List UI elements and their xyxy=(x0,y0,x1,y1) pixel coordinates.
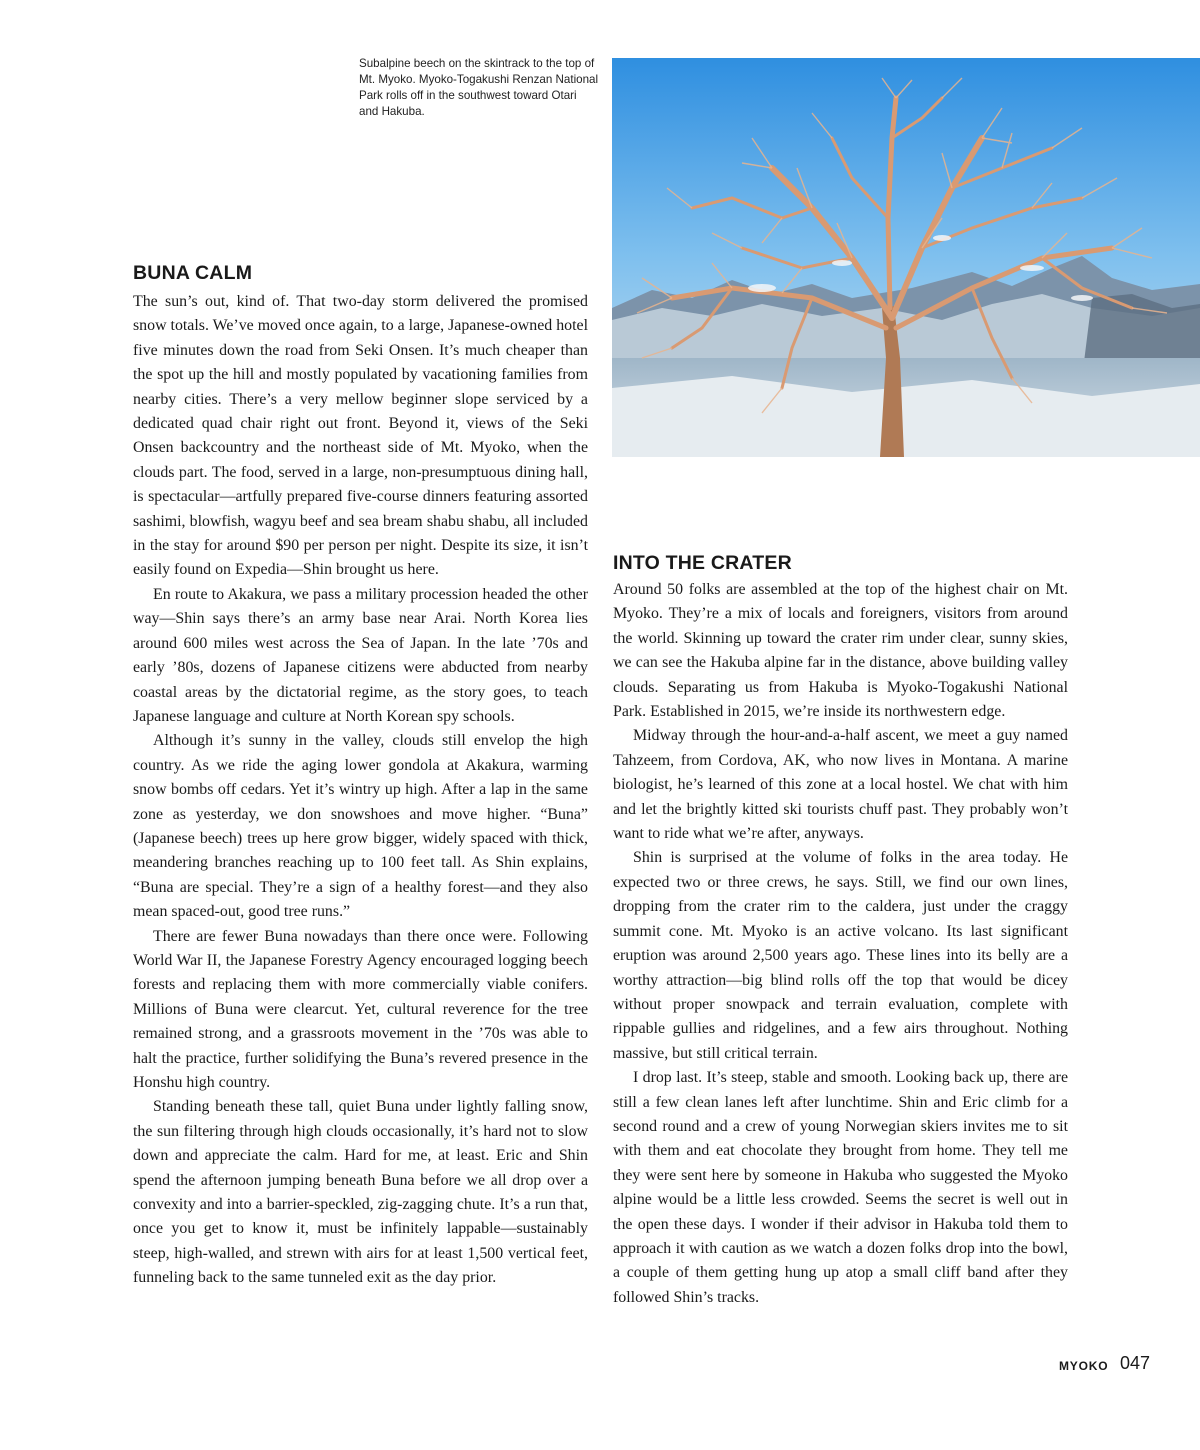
page-number: 047 xyxy=(1120,1353,1151,1373)
article-column-right xyxy=(613,578,1068,1310)
section-heading-into-the-crater: INTO THE CRATER xyxy=(613,552,792,574)
paragraph: Standing beneath these tall, quiet Buna under lightly falling snow, the sun filtering through high clouds occasionally, it’s hard not to slow down and appreciate the calm. Hard for me, at least. Eric and Shin spend the afternoon jumping beneath Buna before we all drop over a convexity and into a barrier-speckled, zig-zagging chute. It’s a run that, once you get to know it, must be infinitely lappable—sustainably steep, high-walled, and strewn with airs for at least 1,500 vertical feet, funneling back to the same tunneled exit as the day prior. xyxy=(133,1098,588,1287)
footer-section-label: MYOKO xyxy=(1059,1359,1109,1373)
paragraph: Midway through the hour-and-a-half ascent, we meet a guy named Tahzeem, from Cordova, AK, who now lives in Montana. A marine biologist, he’s learned of this zone at a local hostel. We chat with him and let the brightly kitted ski tourists chuff past. They probably won’t want to ride what we’re after, anyways. xyxy=(613,727,1068,843)
beech-tree-illustration xyxy=(612,58,1200,457)
paragraph: Shin is surprised at the volume of folks in the area today. He expected two or three crews, he says. Still, we find our own lines, dropping from the crater rim to the caldera, just under the craggy summit cone. Mt. Myoko is an active volcano. Its last significant eruption was around 2,500 years ago. These lines into its belly are a worthy attraction—big blind rolls off the top that would be dicey without proper snowpack and terrain evaluation, complete with rippable gullies and ridgelines, and a few airs throughout. Nothing massive, but still critical terrain. xyxy=(613,849,1068,1062)
section-heading-buna-calm: BUNA CALM xyxy=(133,262,253,284)
photo-caption: Subalpine beech on the skintrack to the top of Mt. Myoko. Myoko-Togakushi Renzan National Park rolls off in the southwest toward Otari and Hakuba. xyxy=(359,57,599,118)
beech-tree-photo xyxy=(612,58,1200,457)
paragraph: There are fewer Buna nowadays than there once were. Following World War II, the Japanese Forestry Agency encouraged logging beech forests and replacing them with more commercially viable conifers. Millions of Buna were clearcut. Yet, cultural reverence for the tree remained strong, and a grassroots movement in the ’70s was able to halt the practice, further solidifying the Buna’s revered presence in the Honshu high country. xyxy=(133,927,588,1091)
paragraph: Although it’s sunny in the valley, clouds still envelop the high country. As we ride the aging lower gondola at Akakura, warming snow bombs off cedars. Yet it’s wintry up high. After a lap in the same zone as yesterday, we don snowshoes and move higher. “Buna” (Japanese beech) trees up here grow bigger, widely spaced with thick, meandering branches reaching up to 100 feet tall. As Shin explains, “Buna are special. They’re a sign of a healthy forest—and they also mean spaced-out, good tree runs.” xyxy=(133,732,588,921)
paragraph: Around 50 folks are assembled at the top of the highest chair on Mt. Myoko. They’re a mix of locals and foreigners, visitors from around the world. Skinning up toward the crater rim under clear, sunny skies, we can see the Hakuba alpine far in the distance, above building valley clouds. Separating us from Hakuba is Myoko-Togakushi National Park. Established in 2015, we’re inside its northwestern edge. xyxy=(613,581,1068,721)
article-column-left xyxy=(133,290,588,1291)
paragraph: En route to Akakura, we pass a military procession headed the other way—Shin says there’s an army base near Arai. North Korea lies around 600 miles west across the Sea of Japan. In the late ’70s and early ’80s, dozens of Japanese citizens were abducted from nearby coastal areas by the dictatorial regime, as the story goes, to teach Japanese language and culture at North Korean spy schools. xyxy=(133,585,588,725)
paragraph: The sun’s out, kind of. That two-day storm delivered the promised snow totals. We’ve moved once again, to a large, Japanese-owned hotel five minutes down the road from Seki Onsen. It’s much cheaper than the spot up the hill and mostly populated by vacationing families from nearby cities. There’s a very mellow beginner slope serviced by a dedicated quad chair right out front. Beyond it, views of the Seki Onsen backcountry and the northeast side of Mt. Myoko, when the clouds part. The food, served in a large, non-presumptuous dining hall, is spectacular—artfully prepared five-course dinners featuring assorted sashimi, blowfish, wagyu beef and sea bream shabu shabu, all included in the stay for around $90 per person per night. Despite its size, it isn’t easily found on Expedia—Shin brought us here. xyxy=(133,293,588,579)
paragraph: I drop last. It’s steep, stable and smooth. Looking back up, there are still a few clean lanes left after lunchtime. Shin and Eric climb for a second round and a crew of young Norwegian skiers invites me to sit with them and eat chocolate they brought from home. They tell me they were sent here by someone in Hakuba who suggested the Myoko alpine would be a little less crowded. Seems the secret is well out in the open these days. I wonder if their advisor in Hakuba told them to approach it with caution as we watch a dozen folks drop into the bowl, a couple of them getting hung up atop a small cliff band after they followed Shin’s tracks. xyxy=(613,1069,1068,1306)
